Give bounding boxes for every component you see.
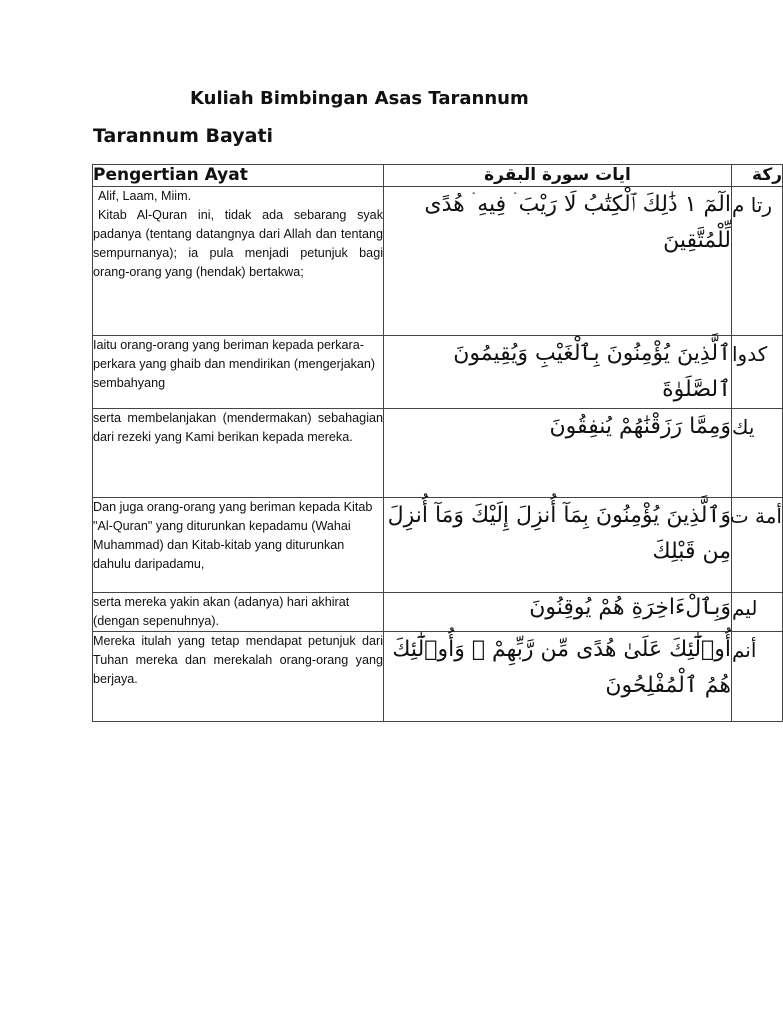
verse-cell: ٱلَّذِينَ يُؤْمِنُونَ بِٱلْغَيْبِ وَيُقِيمُونَ ٱلصَّلَوٰةَ bbox=[384, 336, 732, 409]
table-row bbox=[93, 593, 783, 632]
document-title: Kuliah Bimbingan Asas Tarannum bbox=[190, 88, 529, 109]
table-row bbox=[93, 409, 783, 498]
table-header-row bbox=[93, 165, 783, 187]
table-row bbox=[93, 632, 783, 722]
header-extra: ركة bbox=[732, 165, 783, 187]
extra-cell: كدوا bbox=[732, 336, 783, 409]
extra-cell: رتا م bbox=[732, 187, 783, 336]
verse-cell: وَٱلَّذِينَ يُؤْمِنُونَ بِمَآ أُنزِلَ إِلَيْكَ وَمَآ أُنزِلَ مِن قَبْلِكَ bbox=[384, 498, 732, 593]
verse-cell: أُو۟لَٰٓئِكَ عَلَىٰ هُدًى مِّن رَّبِّهِمْ ۖ وَأُو۟لَٰٓئِكَ هُمُ ٱلْمُفْلِحُونَ bbox=[384, 632, 732, 722]
meaning-cell: serta mereka yakin akan (adanya) hari akhirat (dengan sepenuhnya). bbox=[93, 593, 384, 632]
document-subtitle: Tarannum Bayati bbox=[93, 125, 274, 147]
meaning-cell: Iaitu orang-orang yang beriman kepada perkara-perkara yang ghaib dan mendirikan (mengerjakan) sembahyang bbox=[93, 336, 384, 409]
meaning-cell: Dan juga orang-orang yang beriman kepada Kitab "Al-Quran" yang diturunkan kepadamu (Wahai Muhammad) dan Kitab-kitab yang diturunkan dahulu daripadamu, bbox=[93, 498, 384, 593]
meaning-cell bbox=[93, 187, 384, 336]
table-row bbox=[93, 187, 783, 336]
meaning-cell: Mereka itulah yang tetap mendapat petunjuk dari Tuhan mereka dan merekalah orang-orang yang berjaya. bbox=[93, 632, 384, 722]
table-row bbox=[93, 498, 783, 593]
header-meaning: Pengertian Ayat bbox=[93, 165, 384, 187]
extra-cell: يك bbox=[732, 409, 783, 498]
extra-cell: أنم bbox=[732, 632, 783, 722]
extra-cell: أمة ت bbox=[732, 498, 783, 593]
extra-cell: ليم bbox=[732, 593, 783, 632]
verse-table bbox=[92, 164, 783, 722]
verse-cell: وَمِمَّا رَزَقْنَٰهُمْ يُنفِقُونَ bbox=[384, 409, 732, 498]
meaning-line: Alif, Laam, Miim. bbox=[98, 189, 192, 203]
verse-cell: الٓمٓ ١ ذَٰلِكَ ٱلْكِتَٰبُ لَا رَيْبَ ۛ فِيهِ ۛ هُدًى لِّلْمُتَّقِينَ bbox=[384, 187, 732, 336]
verse-cell: وَبِٱلْءَاخِرَةِ هُمْ يُوقِنُونَ bbox=[384, 593, 732, 632]
meaning-cell: serta membelanjakan (mendermakan) sebahagian dari rezeki yang Kami berikan kepada mereka. bbox=[93, 409, 384, 498]
meaning-line: Kitab Al-Quran ini, tidak ada sebarang syak padanya (tentang datangnya dari Allah dan tentang sempurnanya); ia pula menjadi petunjuk bagi orang-orang yang (hendak) bertakwa; bbox=[93, 208, 383, 279]
header-verses: ايات سورة البقرة bbox=[384, 165, 732, 187]
table-row bbox=[93, 336, 783, 409]
